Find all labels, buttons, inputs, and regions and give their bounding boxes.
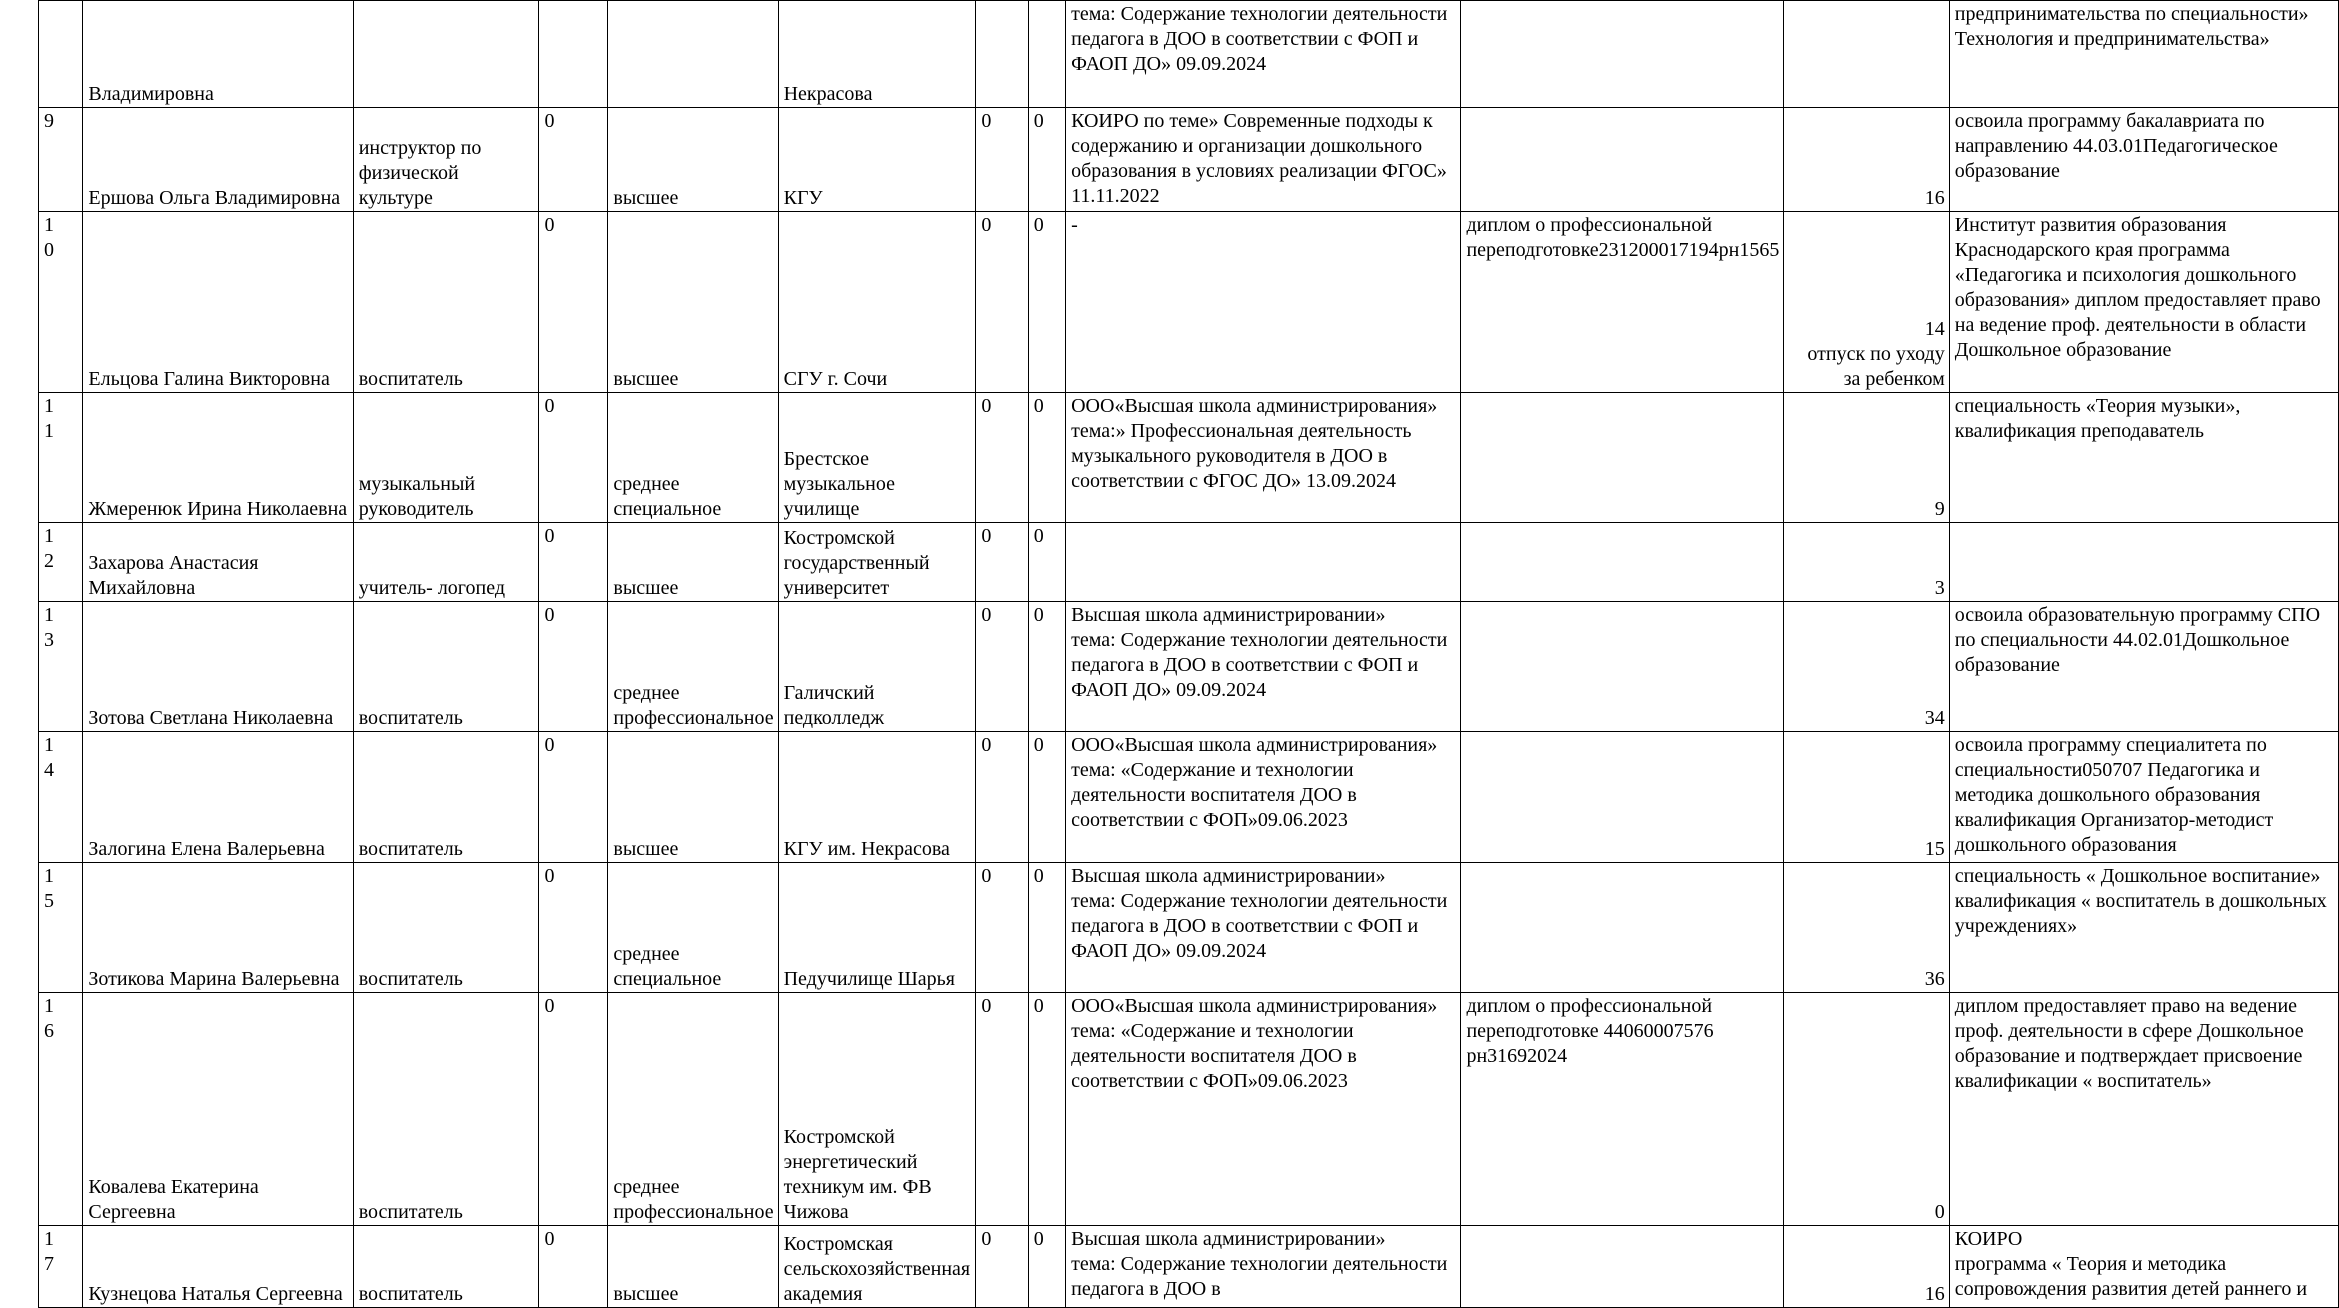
institution-cell: Педучилище Шарья — [778, 863, 976, 993]
row-number-text: 10 — [44, 214, 54, 261]
education-level-cell: высшее — [608, 523, 778, 602]
experience-cell: 16 — [1784, 1226, 1949, 1308]
row-number-text: 14 — [44, 734, 54, 781]
training-courses-cell: КОИРО по теме» Современные подходы к содержанию и организации дошкольного образования в условиях реализации ФГОС» 11.11.2022 — [1066, 108, 1461, 212]
row-number — [39, 523, 83, 602]
education-level-cell: среднее специальное — [608, 863, 778, 993]
training-courses-cell: ООО«Высшая школа администрирования» тема: «Содержание и технологии деятельности воспитателя ДОО в соответствии с ФОП»09.06.2023 — [1066, 993, 1461, 1226]
degree-cell: 0 — [976, 393, 1028, 523]
position-cell: воспитатель — [353, 993, 539, 1226]
experience-cell: 36 — [1784, 863, 1949, 993]
training-courses-cell: - — [1066, 212, 1461, 393]
category-cell: 0 — [539, 993, 608, 1226]
training-courses-cell: Высшая школа администрировании» тема: Содержание технологии деятельности педагога в ДОО в соответствии с ФОП и ФАОП ДО» 09.09.2024 — [1066, 602, 1461, 732]
institution-cell: Брестское музыкальное училище — [778, 393, 976, 523]
education-level-cell: высшее — [608, 108, 778, 212]
category-cell: 0 — [539, 108, 608, 212]
qualification-cell: Институт развития образования Краснодарского края программа «Педагогика и психология дошкольного образования» диплом предоставляет право на ведение проф. деятельности в области Дошкольное образование — [1949, 212, 2338, 393]
experience-cell: 14 отпуск по уходу за ребенком — [1784, 212, 1949, 393]
institution-cell: СГУ г. Сочи — [778, 212, 976, 393]
row-number-text: 12 — [44, 525, 54, 572]
experience-cell: 16 — [1784, 108, 1949, 212]
title-cell: 0 — [1028, 523, 1065, 602]
title-cell: 0 — [1028, 212, 1065, 393]
qualification-cell: освоила образовательную программу СПО по специальности 44.02.01Дошкольное образование — [1949, 602, 2338, 732]
retraining-cell — [1461, 1226, 1784, 1308]
staff-table-body — [39, 1, 2339, 1308]
row-number-text: 17 — [44, 1228, 54, 1275]
degree-cell: 0 — [976, 732, 1028, 863]
position-cell: музыкальный руководитель — [353, 393, 539, 523]
table-row — [39, 1226, 2339, 1308]
category-cell: 0 — [539, 212, 608, 393]
row-number-text: 11 — [44, 395, 54, 442]
experience-cell — [1784, 1, 1949, 108]
table-row — [39, 212, 2339, 393]
employee-name: Кузнецова Наталья Сергеевна — [83, 1226, 353, 1308]
title-cell — [1028, 1, 1065, 108]
institution-cell: КГУ им. Некрасова — [778, 732, 976, 863]
table-row — [39, 108, 2339, 212]
position-cell: воспитатель — [353, 1226, 539, 1308]
institution-cell: КГУ — [778, 108, 976, 212]
row-number-text: 9 — [44, 110, 54, 132]
employee-name: Ельцова Галина Викторовна — [83, 212, 353, 393]
employee-name: Ковалева Екатерина Сергеевна — [83, 993, 353, 1226]
education-level-cell — [608, 1, 778, 108]
institution-cell: Костромской государственный университет — [778, 523, 976, 602]
category-cell: 0 — [539, 602, 608, 732]
training-courses-cell: Высшая школа администрировании» тема: Содержание технологии деятельности педагога в ДОО в — [1066, 1226, 1461, 1308]
degree-cell: 0 — [976, 863, 1028, 993]
category-cell: 0 — [539, 393, 608, 523]
retraining-cell — [1461, 393, 1784, 523]
experience-cell: 34 — [1784, 602, 1949, 732]
qualification-cell: освоила программу бакалавриата по направлению 44.03.01Педагогическое образование — [1949, 108, 2338, 212]
training-courses-cell: ООО«Высшая школа администрирования» тема:» Профессиональная деятельность музыкального руководителя в ДОО в соответствии с ФГОС ДО» 13.09.2024 — [1066, 393, 1461, 523]
employee-name: Залогина Елена Валерьевна — [83, 732, 353, 863]
education-level-cell: среднее профессиональное — [608, 993, 778, 1226]
education-level-cell: среднее специальное — [608, 393, 778, 523]
employee-name: Ершова Ольга Владимировна — [83, 108, 353, 212]
retraining-cell — [1461, 732, 1784, 863]
qualification-cell: специальность « Дошкольное воспитание» квалификация « воспитатель в дошкольных учреждениях» — [1949, 863, 2338, 993]
title-cell: 0 — [1028, 863, 1065, 993]
position-cell: учитель- логопед — [353, 523, 539, 602]
qualification-cell — [1949, 523, 2338, 602]
education-level-cell: среднее профессиональное — [608, 602, 778, 732]
row-number-text: 13 — [44, 604, 54, 651]
table-row — [39, 993, 2339, 1226]
category-cell: 0 — [539, 1226, 608, 1308]
degree-cell: 0 — [976, 523, 1028, 602]
retraining-cell — [1461, 602, 1784, 732]
table-row — [39, 393, 2339, 523]
retraining-cell — [1461, 1, 1784, 108]
row-number — [39, 602, 83, 732]
degree-cell: 0 — [976, 602, 1028, 732]
title-cell: 0 — [1028, 108, 1065, 212]
title-cell: 0 — [1028, 732, 1065, 863]
retraining-cell — [1461, 108, 1784, 212]
row-number-text: 15 — [44, 865, 54, 912]
title-cell: 0 — [1028, 993, 1065, 1226]
experience-cell: 0 — [1784, 993, 1949, 1226]
institution-cell: Костромской энергетический техникум им. ФВ Чижова — [778, 993, 976, 1226]
title-cell: 0 — [1028, 393, 1065, 523]
education-level-cell: высшее — [608, 212, 778, 393]
employee-name: Захарова Анастасия Михайловна — [83, 523, 353, 602]
row-number — [39, 1226, 83, 1308]
row-number — [39, 1, 83, 108]
institution-cell: Костромская сельскохозяйственная академия — [778, 1226, 976, 1308]
table-row — [39, 863, 2339, 993]
employee-name: Зотикова Марина Валерьевна — [83, 863, 353, 993]
degree-cell: 0 — [976, 108, 1028, 212]
category-cell: 0 — [539, 523, 608, 602]
staff-table — [38, 0, 2339, 1308]
table-row — [39, 602, 2339, 732]
row-number — [39, 993, 83, 1226]
employee-name: Владимировна — [83, 1, 353, 108]
qualification-cell: диплом предоставляет право на ведение проф. деятельности в сфере Дошкольное образование и подтверждает присвоение квалификации « воспитатель» — [1949, 993, 2338, 1226]
row-number — [39, 393, 83, 523]
row-number — [39, 732, 83, 863]
retraining-cell: диплом о профессиональной переподготовке 44060007576 рн31692024 — [1461, 993, 1784, 1226]
row-number — [39, 863, 83, 993]
degree-cell — [976, 1, 1028, 108]
degree-cell: 0 — [976, 1226, 1028, 1308]
table-row — [39, 523, 2339, 602]
degree-cell: 0 — [976, 212, 1028, 393]
position-cell: воспитатель — [353, 212, 539, 393]
position-cell: инструктор по физической культуре — [353, 108, 539, 212]
category-cell: 0 — [539, 732, 608, 863]
training-courses-cell: ООО«Высшая школа администрирования» тема: «Содержание и технологии деятельности воспитателя ДОО в соответствии с ФОП»09.06.2023 — [1066, 732, 1461, 863]
row-number — [39, 108, 83, 212]
category-cell — [539, 1, 608, 108]
retraining-cell — [1461, 863, 1784, 993]
table-row — [39, 1, 2339, 108]
qualification-cell: предпринимательства по специальности» Технология и предпринимательства» — [1949, 1, 2338, 108]
category-cell: 0 — [539, 863, 608, 993]
title-cell: 0 — [1028, 1226, 1065, 1308]
education-level-cell: высшее — [608, 732, 778, 863]
qualification-cell: КОИРО программа « Теория и методика сопровождения развития детей раннего и — [1949, 1226, 2338, 1308]
qualification-cell: специальность «Теория музыки», квалификация преподаватель — [1949, 393, 2338, 523]
institution-cell: Некрасова — [778, 1, 976, 108]
position-cell: воспитатель — [353, 602, 539, 732]
employee-name: Жмеренюк Ирина Николаевна — [83, 393, 353, 523]
position-cell: воспитатель — [353, 863, 539, 993]
education-level-cell: высшее — [608, 1226, 778, 1308]
institution-cell: Галичский педколледж — [778, 602, 976, 732]
retraining-cell: диплом о профессиональной переподготовке231200017194рн1565 — [1461, 212, 1784, 393]
training-courses-cell: Высшая школа администрировании» тема: Содержание технологии деятельности педагога в ДОО в соответствии с ФОП и ФАОП ДО» 09.09.2024 — [1066, 863, 1461, 993]
employee-name: Зотова Светлана Николаевна — [83, 602, 353, 732]
title-cell: 0 — [1028, 602, 1065, 732]
retraining-cell — [1461, 523, 1784, 602]
training-courses-cell — [1066, 523, 1461, 602]
position-cell — [353, 1, 539, 108]
position-cell: воспитатель — [353, 732, 539, 863]
training-courses-cell: тема: Содержание технологии деятельности педагога в ДОО в соответствии с ФОП и ФАОП ДО» 09.09.2024 — [1066, 1, 1461, 108]
degree-cell: 0 — [976, 993, 1028, 1226]
row-number-text: 16 — [44, 995, 54, 1042]
experience-cell: 9 — [1784, 393, 1949, 523]
table-row — [39, 732, 2339, 863]
qualification-cell: освоила программу специалитета по специальности050707 Педагогика и методика дошкольного образования квалификация Организатор-методист дошкольного образования — [1949, 732, 2338, 863]
experience-cell: 15 — [1784, 732, 1949, 863]
experience-cell: 3 — [1784, 523, 1949, 602]
row-number — [39, 212, 83, 393]
